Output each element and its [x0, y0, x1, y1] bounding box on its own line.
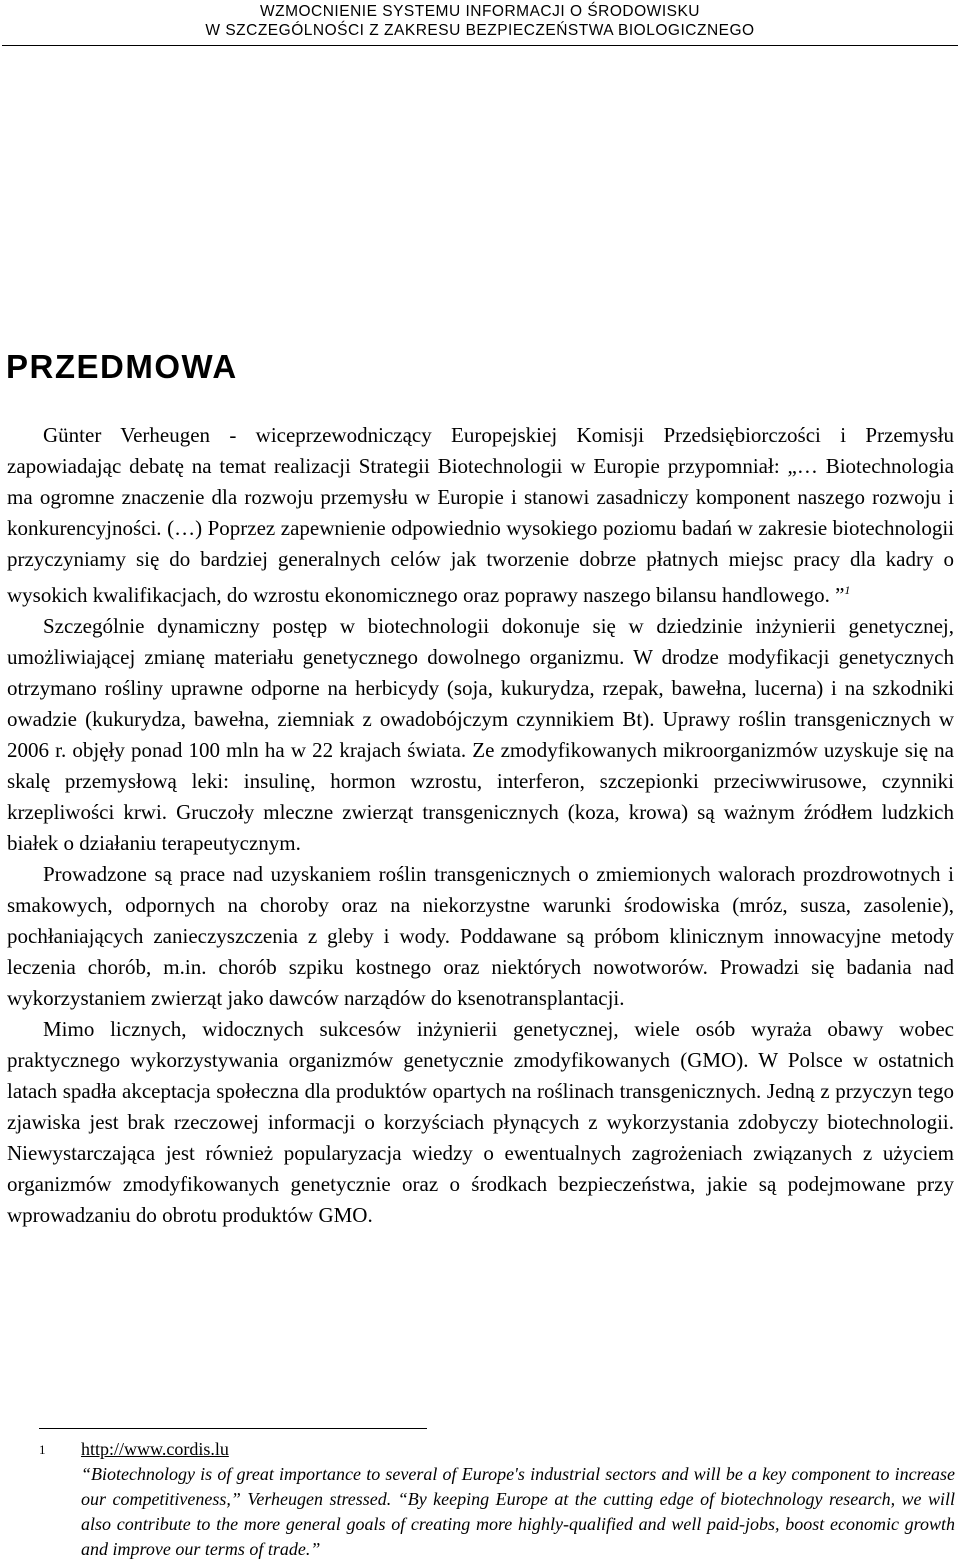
running-header-line-1: WZMOCNIENIE SYSTEMU INFORMACJI O ŚRODOWISKU [259, 3, 700, 20]
paragraph-1 [7, 420, 954, 611]
paragraph-3: Prowadzone są prace nad uzyskaniem roślin transgenicznych o zmiemionych walorach prozdrowotnych i smakowych, odpornych na choroby oraz na niekorzystne warunki środowiska (mróz, susza, zasolenie), pochłaniających zanieczyszczenia z gleby i wody. Poddawane są próbom klinicznym innowacyjne metody leczenia chorób, m.in. chorób szpiku kostnego oraz niektórych nowotworów. Prowadzi się badania nad wykorzystaniem zwierząt jako dawców narządów do ksenotransplantacji. [7, 862, 954, 1010]
paragraph-1-text: Günter Verheugen - wiceprzewodniczący Europejskiej Komisji Przedsiębiorczości i Przemysłu zapowiadając debatę na temat realizacji Strategii Biotechnologii w Europie przypomniał: „… Biotechnologia ma ogromne znaczenie dla rozwoju przemysłu w Europie i stanowi zasadniczy komponent naszego rozwoju i konkurencyjności. (…) Poprzez zapewnienie odpowiednio wysokiego poziomu badań w zakresie biotechnologii przyczyniamy się do bardziej generalnych celów jak tworzenie dobrze płatnych miejsc pracy dla kadry o wysokich kwalifikacjach, do wzrostu ekonomicznego oraz poprawy naszego bilansu handlowego. ” [7, 423, 954, 607]
running-header-line-2: W SZCZEGÓLNOŚCI Z ZAKRESU BEZPIECZEŃSTWA BIOLOGICZNEGO [205, 22, 755, 39]
header-divider [2, 45, 958, 46]
paragraph-4: Mimo licznych, widocznych sukcesów inżynierii genetycznej, wiele osób wyraża obawy wobec praktycznego wykorzystywania organizmów genetycznie zmodyfikowanych (GMO). W Polsce w ostatnich latach spadła akceptacja społeczna dla produktów opartych na roślinach transgenicznych. Jedną z przyczyn tego zjawiska jest brak rzeczowej informacji o korzyściach płynących z wykorzystania zdobyczy biotechnologii. Niewystarczająca jest również popularyzacja wiedzy o ewentualnych zagrożeniach związanych z użyciem organizmów zmodyfikowanych genetycznie oraz o środkach bezpieczeństwa, jakie są podejmowane przy wprowadzaniu do obrotu produktów GMO. [7, 1017, 954, 1227]
body-text [7, 420, 954, 1231]
paragraph-2: Szczególnie dynamiczny postęp w biotechnologii dokonuje się w dziedzinie inżynierii genetycznej, umożliwiającej zmianę materiału genetycznego dowolnego organizmu. W drodze modyfikacji genetycznych otrzymano rośliny uprawne odporne na herbicydy (soja, kukurydza, rzepak, bawełna, lucerna) i na szkodniki owadzie (kukurydza, bawełna, ziemniak z owadobójczym czynnikiem Bt). Uprawy roślin transgenicznych w 2006 r. objęły ponad 100 mln ha w 22 krajach świata. Ze zmodyfikowanych mikroorganizmów uzyskuje się na skalę przemysłową leki: insulinę, hormon wzrostu, interferon, szczepionki przeciwwirusowe, czynniki krzepliwości krwi. Gruczoły mleczne zwierząt transgenicznych (koza, krowa) są ważnym źródłem ludzkich białek o działaniu terapeutycznym. [7, 614, 954, 855]
footnote-marker: 1 [39, 1442, 46, 1457]
footnote-reference[interactable]: 1 [844, 583, 851, 597]
footnote-link[interactable]: http://www.cordis.lu [81, 1439, 229, 1459]
footnote [39, 1437, 955, 1562]
running-header [0, 2, 960, 40]
footnote-divider [39, 1428, 427, 1429]
page-title: PRZEDMOWA [6, 348, 238, 385]
footnote-quote: “Biotechnology is of great importance to several of Europe's industrial sectors and will be a key component to increase our competitiveness,” Verheugen stressed. “By keeping Europe at the cutting edge of biotechnology research, we will also contribute to the more general goals of creating more highly-qualified and well paid-jobs, boost economic growth and improve our terms of trade.” [81, 1464, 955, 1559]
